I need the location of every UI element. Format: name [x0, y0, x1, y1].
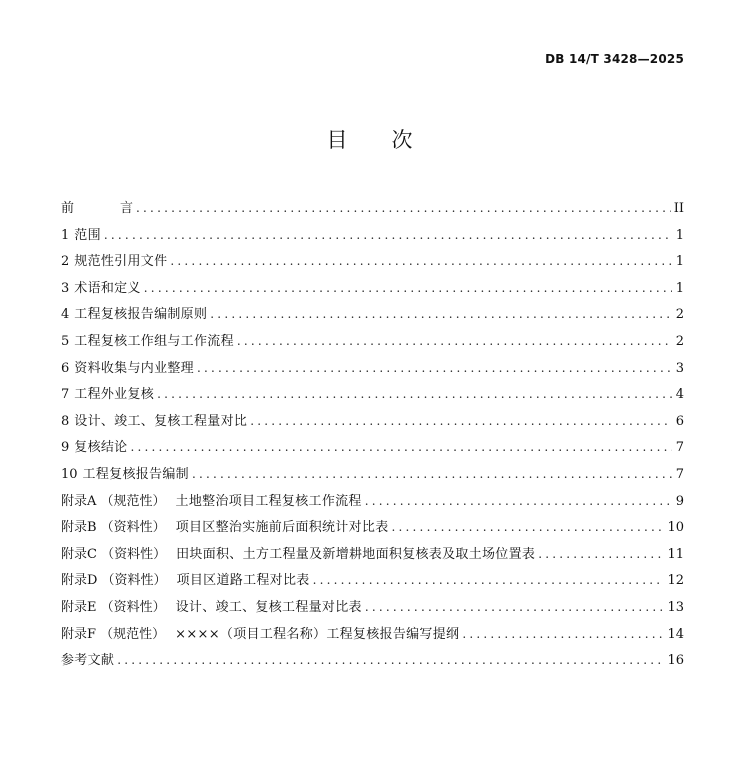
toc-entry-foreword[interactable] — [61, 195, 684, 222]
toc-entry-page: 1 — [675, 227, 684, 243]
dot-leader — [365, 594, 665, 621]
toc-entry-section-1[interactable] — [61, 222, 684, 249]
dot-leader — [144, 275, 672, 302]
toc-entry-label: 复核结论 — [74, 440, 128, 456]
toc-entry-page: II — [673, 201, 684, 216]
dot-leader — [392, 514, 665, 541]
toc-entry-section-9[interactable] — [61, 434, 684, 461]
toc-entry-label: 工程外业复核 — [74, 387, 155, 403]
title-char-1: 目 — [326, 128, 350, 152]
toc-entry-page: 3 — [675, 360, 684, 376]
toc-entry-appendix-d[interactable] — [61, 567, 684, 594]
toc-entry-appendix-prefix: 附录C （资料性） — [61, 546, 167, 562]
dot-leader — [538, 541, 664, 568]
toc-entry-number: 8 — [61, 413, 70, 429]
toc-entry-number: 10 — [61, 466, 78, 482]
toc-entry-label: 工程复核工作组与工作流程 — [74, 333, 234, 349]
toc-entry-page: 7 — [675, 466, 684, 482]
toc-entry-page: 1 — [675, 280, 684, 296]
toc-entry-appendix-c[interactable] — [61, 541, 684, 568]
dot-leader — [237, 328, 672, 355]
dot-leader — [197, 355, 672, 382]
dot-leader — [104, 222, 672, 249]
toc-entry-page: 12 — [667, 573, 684, 589]
toc-entry-appendix-f[interactable] — [61, 621, 684, 648]
toc-entry-label: 范围 — [74, 227, 101, 243]
toc-entry-label: 项目区道路工程对比表 — [176, 573, 310, 589]
toc-entry-references[interactable] — [61, 647, 684, 674]
toc-entry-label: ××××（项目工程名称）工程复核报告编写提纲 — [175, 626, 460, 642]
dot-leader — [136, 195, 671, 222]
toc-entry-section-2[interactable] — [61, 248, 684, 275]
toc-entry-appendix-prefix: 附录A （规范性） — [61, 493, 166, 509]
toc-entry-page: 2 — [675, 333, 684, 349]
toc-entry-section-8[interactable] — [61, 408, 684, 435]
toc-entry-appendix-prefix: 附录D （资料性） — [61, 573, 167, 589]
toc-entry-number: 9 — [61, 440, 70, 456]
dot-leader — [313, 567, 665, 594]
toc-entry-number: 5 — [61, 333, 70, 349]
toc-entry-appendix-prefix: 附录E （资料性） — [61, 599, 166, 615]
toc-entry-page: 10 — [667, 520, 684, 536]
toc-entry-section-4[interactable] — [61, 301, 684, 328]
toc-entry-page: 16 — [667, 653, 684, 669]
toc-entry-page: 9 — [675, 493, 684, 509]
toc-entry-appendix-prefix: 附录F （规范性） — [61, 626, 166, 642]
toc-entry-page: 14 — [667, 626, 684, 642]
toc-entry-label: 前 言 — [61, 201, 134, 216]
table-of-contents — [61, 195, 684, 674]
toc-entry-appendix-a[interactable] — [61, 488, 684, 515]
toc-entry-section-6[interactable] — [61, 355, 684, 382]
toc-entry-label: 资料收集与内业整理 — [74, 360, 194, 376]
title-char-2: 次 — [391, 128, 415, 152]
toc-entry-number: 6 — [61, 360, 70, 376]
page-title — [0, 124, 741, 154]
toc-entry-page: 6 — [675, 413, 684, 429]
toc-entry-section-7[interactable] — [61, 381, 684, 408]
toc-entry-number: 3 — [61, 280, 70, 296]
toc-entry-appendix-b[interactable] — [61, 514, 684, 541]
toc-entry-label: 田块面积、土方工程量及新增耕地面积复核表及取土场位置表 — [176, 546, 536, 562]
dot-leader — [170, 248, 672, 275]
toc-entry-page: 7 — [675, 440, 684, 456]
dot-leader — [130, 434, 672, 461]
toc-entry-section-10[interactable] — [61, 461, 684, 488]
toc-entry-section-5[interactable] — [61, 328, 684, 355]
dot-leader — [250, 408, 672, 435]
toc-entry-number: 1 — [61, 227, 70, 243]
toc-entry-page: 1 — [675, 254, 684, 270]
toc-entry-appendix-e[interactable] — [61, 594, 684, 621]
toc-entry-label: 土地整治项目工程复核工作流程 — [175, 493, 362, 509]
toc-entry-label: 设计、竣工、复核工程量对比表 — [175, 599, 362, 615]
toc-entry-page: 2 — [675, 307, 684, 323]
toc-entry-page: 4 — [675, 387, 684, 403]
toc-entry-appendix-prefix: 附录B （资料性） — [61, 520, 166, 536]
dot-leader — [157, 381, 672, 408]
toc-entry-label: 设计、竣工、复核工程量对比 — [74, 413, 248, 429]
dot-leader — [117, 647, 664, 674]
dot-leader — [210, 301, 672, 328]
toc-entry-number: 2 — [61, 254, 70, 270]
toc-entry-label: 参考文献 — [61, 653, 115, 669]
toc-entry-page: 11 — [667, 546, 684, 562]
toc-entry-label: 工程复核报告编制 — [82, 466, 189, 482]
document-id: DB 14/T 3428—2025 — [545, 52, 684, 66]
toc-entry-section-3[interactable] — [61, 275, 684, 302]
toc-entry-page: 13 — [667, 599, 684, 615]
dot-leader — [462, 621, 664, 648]
toc-entry-label: 项目区整治实施前后面积统计对比表 — [175, 520, 389, 536]
toc-entry-number: 7 — [61, 387, 70, 403]
dot-leader — [192, 461, 672, 488]
toc-entry-label: 工程复核报告编制原则 — [74, 307, 208, 323]
dot-leader — [365, 488, 672, 515]
toc-entry-number: 4 — [61, 307, 70, 323]
toc-entry-label: 术语和定义 — [74, 280, 141, 296]
toc-entry-label: 规范性引用文件 — [74, 254, 168, 270]
